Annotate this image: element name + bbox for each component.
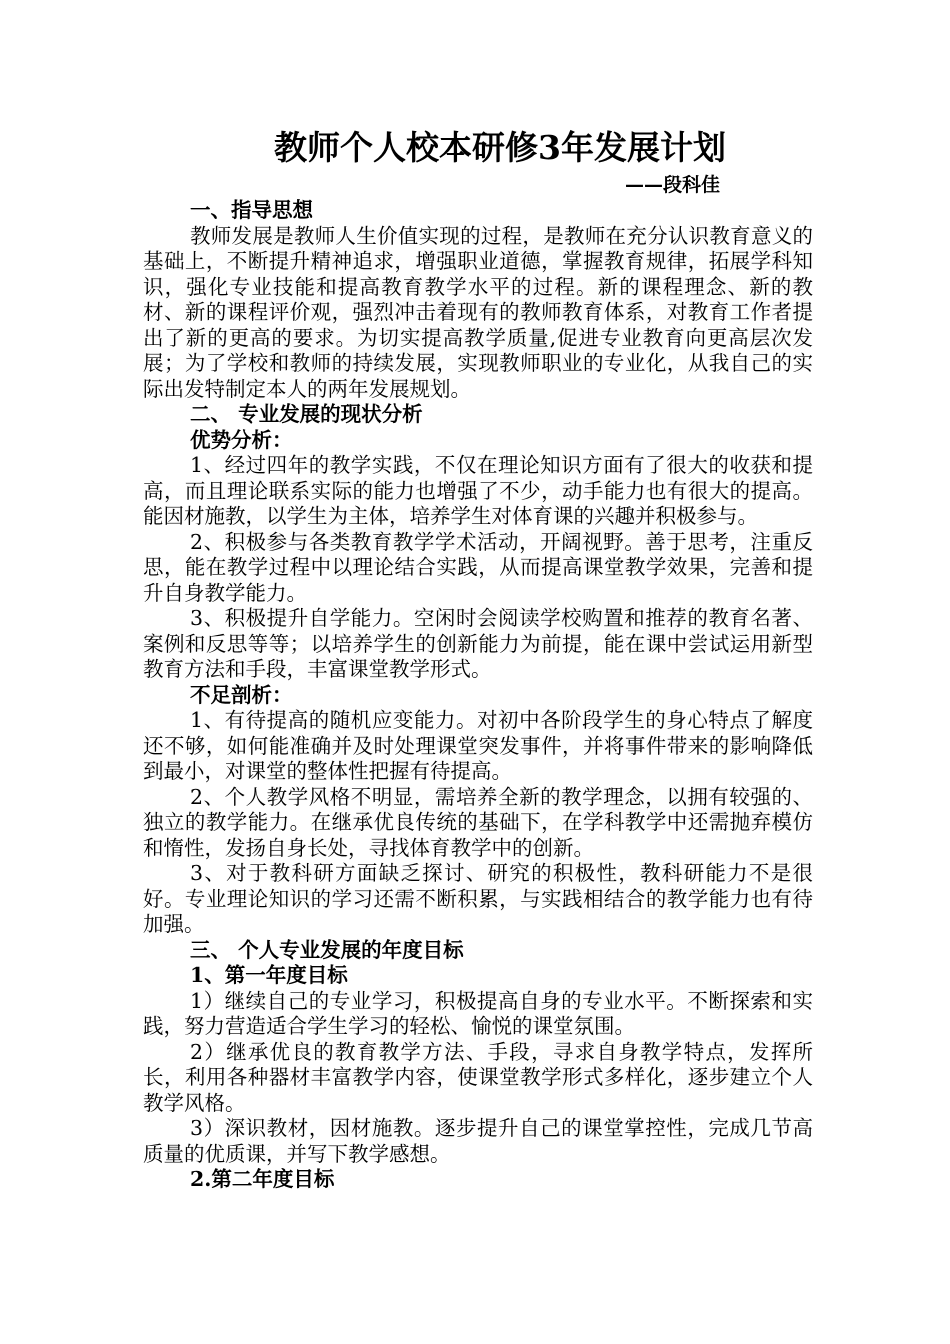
paragraph: 3）深识教材，因材施教。逐步提升自己的课堂掌控性，完成几节高质量的优质课，并写下教学感想。 xyxy=(143,1116,813,1166)
paragraph: 教师发展是教师人生价值实现的过程，是教师在充分认识教育意义的基础上，不断提升精神追求，增强职业道德，掌握教育规律，拓展学科知识，强化专业技能和提高教育教学水平的过程。新的课程理念、新的教材、新的课程评价观，强烈冲击着现有的教师教育体系，对教育工作者提出了新的更高的要求。为切实提高教学质量,促进专业教育向更高层次发展；为了学校和教师的持续发展，实现教师职业的专业化，从我自己的实际出发特制定本人的两年发展规划。 xyxy=(143,223,813,401)
subsection-heading: 不足剖析： xyxy=(190,682,293,707)
document-title: 教师个人校本研修3年发展计划 xyxy=(274,128,726,167)
paragraph: 3、积极提升自学能力。空闲时会阅读学校购置和推荐的教育名著、案例和反思等等；以培养学生的创新能力为前提，能在课中尝试运用新型教育方法和手段，丰富课堂教学形式。 xyxy=(143,606,813,681)
paragraph: 2）继承优良的教育教学方法、手段，寻求自身教学特点，发挥所长，利用各种器材丰富教学内容，使课堂教学形式多样化，逐步建立个人教学风格。 xyxy=(143,1039,813,1115)
section-heading: 二、 专业发展的现状分析 xyxy=(190,402,423,426)
paragraph: 1、经过四年的教学实践，不仅在理论知识方面有了很大的收获和提高，而且理论联系实际的能力也增强了不少，动手能力也有很大的提高。能因材施教，以学生为主体，培养学生对体育课的兴趣并积极参与。 xyxy=(143,453,813,528)
paragraph: 2、积极参与各类教育教学学术活动，开阔视野。善于思考，注重反思，能在教学过程中以理论结合实践，从而提高课堂教学效果，完善和提升自身教学能力。 xyxy=(143,529,813,605)
document-author: ——段科佳 xyxy=(624,174,720,196)
paragraph: 1、有待提高的随机应变能力。对初中各阶段学生的身心特点了解度还不够，如何能准确并及时处理课堂突发事件，并将事件带来的影响降低到最小，对课堂的整体性把握有待提高。 xyxy=(143,708,813,783)
section-heading: 三、 个人专业发展的年度目标 xyxy=(190,937,464,962)
document-body xyxy=(143,198,813,1193)
paragraph: 2、个人教学风格不明显，需培养全新的教学理念，以拥有较强的、独立的教学能力。在继承优良传统的基础下，在学科教学中还需抛弃模仿和惰性，发扬自身长处，寻找体育教学中的创新。 xyxy=(143,784,813,860)
paragraph: 3、对于教科研方面缺乏探讨、研究的积极性，教科研能力不是很好。专业理论知识的学习还需不断积累，与实践相结合的教学能力也有待加强。 xyxy=(143,861,813,936)
subsection-heading: 1、第一年度目标 xyxy=(190,963,348,987)
subsection-heading: 优势分析： xyxy=(190,427,293,452)
paragraph: 1）继续自己的专业学习，积极提高自身的专业水平。不断探索和实践，努力营造适合学生学习的轻松、愉悦的课堂氛围。 xyxy=(143,988,813,1038)
section-heading: 一、指导思想 xyxy=(190,198,313,222)
subsection-heading: 2.第二年度目标 xyxy=(190,1167,335,1191)
